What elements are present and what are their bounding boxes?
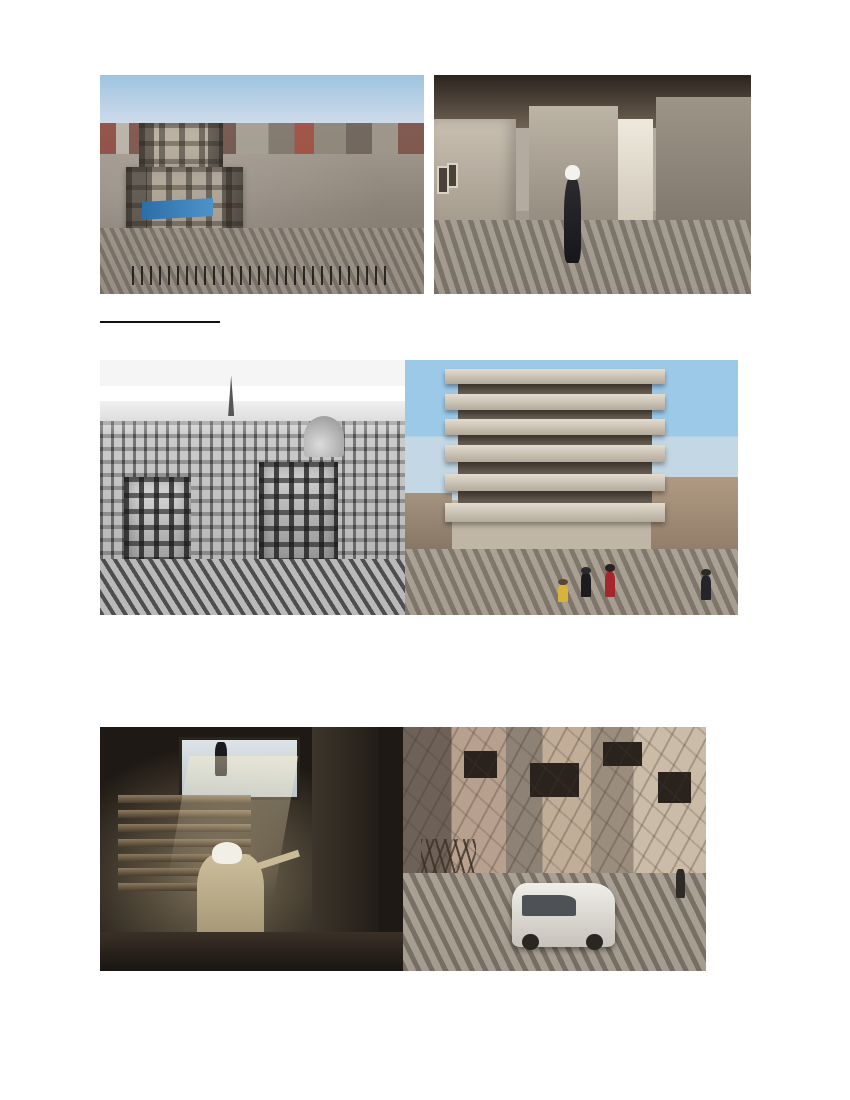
onlooker-woman-black	[581, 567, 591, 598]
figure-woman-in-sunlit-stairwell	[100, 727, 403, 971]
head	[605, 564, 615, 572]
white-headscarf	[212, 842, 242, 864]
rubble-mound	[405, 549, 738, 615]
woman-figure	[564, 176, 581, 264]
head	[701, 569, 711, 576]
figure-wrecked-street-with-van	[403, 727, 706, 971]
wrecked-white-van	[512, 883, 615, 946]
domed-church	[304, 416, 344, 457]
body	[558, 585, 568, 602]
floor-slab	[445, 419, 665, 435]
figure-aerial-destroyed-town	[100, 75, 424, 294]
figure-woman-in-ruins	[434, 75, 751, 294]
concrete-pillar	[312, 727, 379, 937]
crushed-storey-gap	[458, 491, 651, 503]
bright-doorway	[618, 119, 653, 224]
van-wheel	[586, 934, 602, 950]
crushed-storey-gap	[458, 410, 651, 420]
body	[701, 576, 711, 600]
horizon-haze	[100, 386, 405, 437]
head	[581, 567, 591, 574]
blue-tarpaulin	[142, 198, 213, 219]
crushed-storey-gap	[458, 435, 651, 445]
floor-slab	[445, 474, 665, 491]
child-in-yellow	[558, 579, 568, 602]
basement-floor	[100, 932, 403, 971]
crushed-storey-gap	[458, 462, 651, 474]
van-windshield	[522, 895, 576, 917]
collapsed-floor-slab-stack	[445, 365, 665, 559]
rubble-field	[434, 220, 751, 294]
van-wheel	[522, 934, 538, 950]
window-grid	[259, 462, 338, 574]
floor-slab	[445, 369, 665, 385]
broken-window	[447, 163, 458, 188]
crushed-storey-gap	[458, 384, 651, 394]
floor-slab	[445, 503, 665, 522]
body	[581, 573, 591, 597]
head	[558, 579, 568, 585]
figure-historic-bw-city-ruins	[100, 360, 405, 615]
onlooker-woman-red	[605, 564, 615, 597]
onlooker-right	[701, 569, 711, 600]
gutted-building-right	[259, 462, 338, 574]
white-headscarf	[565, 165, 580, 180]
short-underline-rule	[100, 321, 220, 323]
body	[605, 572, 615, 597]
floor-slab	[445, 394, 665, 410]
foreground-rubble	[100, 559, 405, 615]
floor-slab	[445, 445, 665, 462]
person-in-street	[676, 869, 685, 898]
crowd-of-people	[132, 266, 391, 286]
figure-pancaked-building	[405, 360, 738, 615]
